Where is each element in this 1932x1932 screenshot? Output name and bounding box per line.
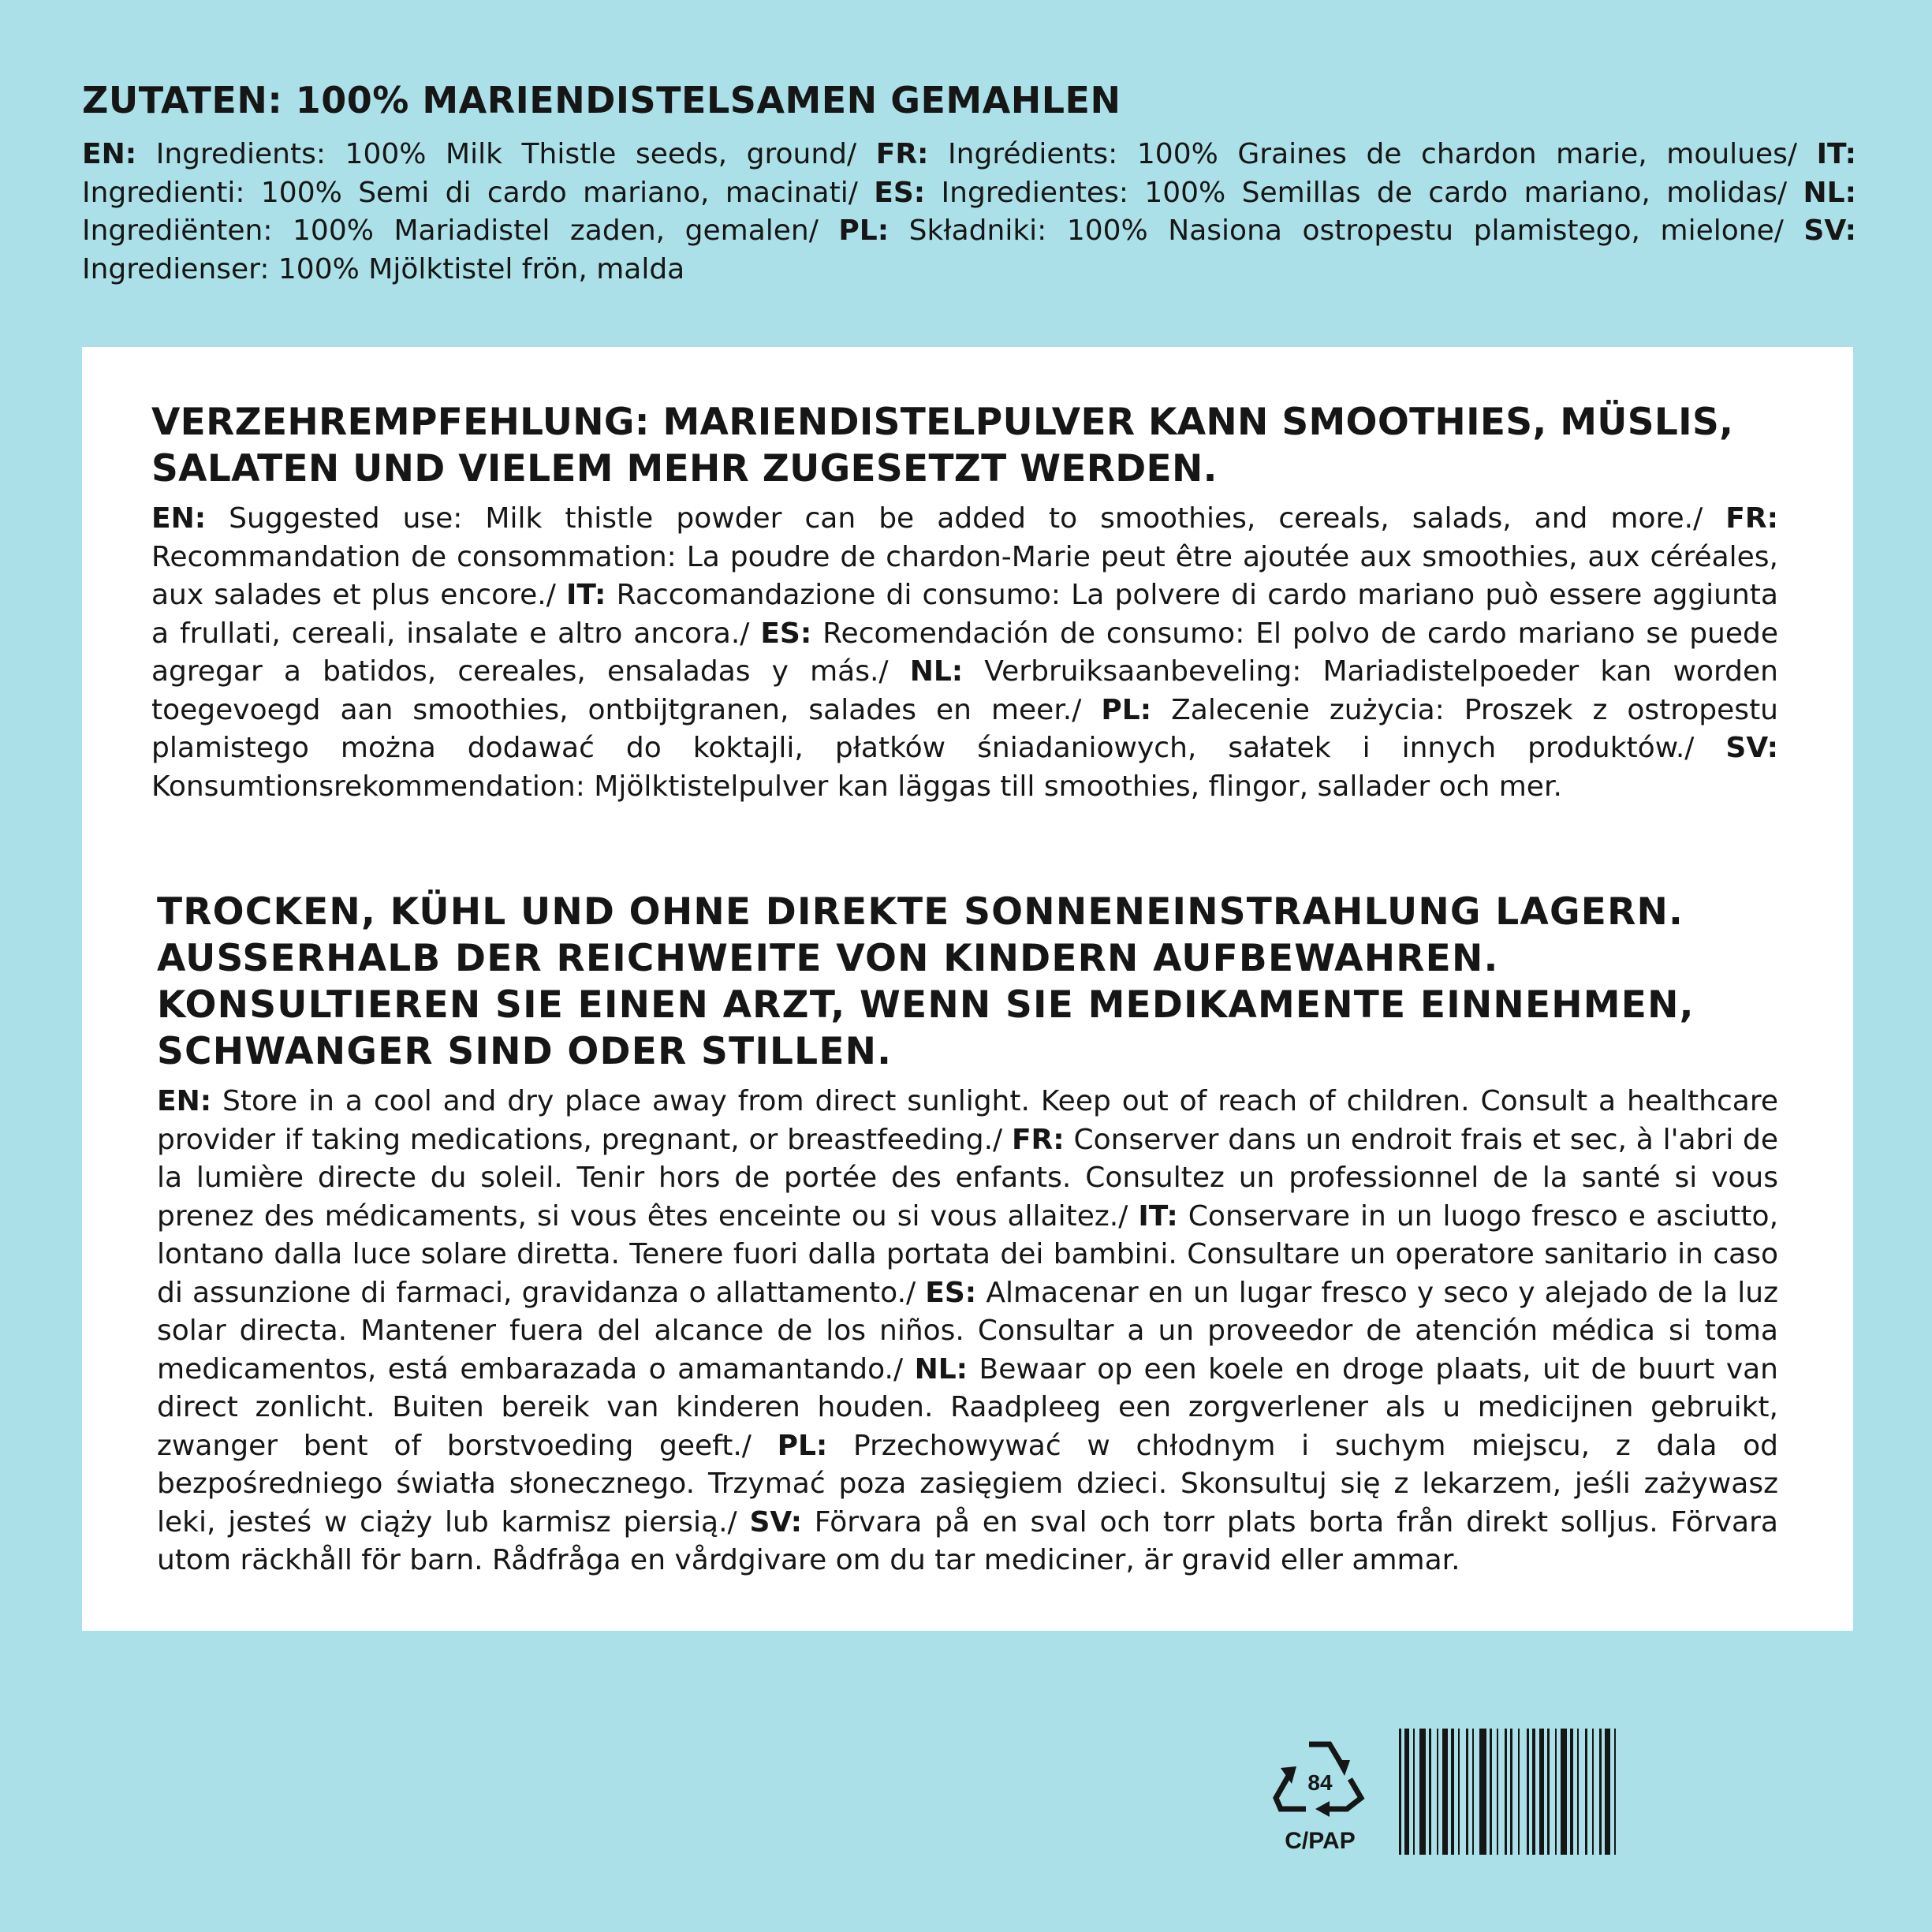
translation-text: Conservare in un luogo fresco e asciutto, lontano dalla luce solare diretta. Tenere fuori dalla portata dei bambini. Consultare un operatore sanitario in caso di assunzione di farmaci, gravidanza o allattamento./ xyxy=(157,1199,1779,1309)
translation-text: Förvara på en sval och torr plats borta från direkt solljus. Förvara utom räckhåll för barn. Rådfråga en vårdgivare om du tar mediciner, är gravid eller ammar. xyxy=(157,1505,1778,1576)
barcode-bar xyxy=(1442,1729,1448,1855)
translation-text: Conserver dans un endroit frais et sec, à l'abri de la lumière directe du soleil. Tenir hors de portée des enfants. Consultez un professionnel de la santé si vous prenez des médicaments, si vous êtes enceinte ou si vous allaitez./ xyxy=(157,1123,1779,1233)
language-code: IT: xyxy=(1138,1199,1178,1233)
language-code: ES: xyxy=(760,617,812,650)
language-code: FR: xyxy=(1011,1123,1065,1156)
translation-text: Ingredients: 100% Milk Thistle seeds, ground/ xyxy=(136,138,876,170)
language-code: SV: xyxy=(1803,214,1856,247)
language-code: NL: xyxy=(909,655,964,688)
translation-text: Ingredientes: 100% Semillas de cardo mariano, molidas/ xyxy=(925,176,1803,209)
barcode-bar xyxy=(1555,1729,1557,1855)
language-code: PL: xyxy=(1101,693,1152,726)
barcode-bar xyxy=(1605,1729,1610,1855)
language-code: IT: xyxy=(566,579,606,611)
barcode-bar xyxy=(1539,1729,1544,1855)
barcode-bar xyxy=(1490,1729,1492,1855)
usage-translations xyxy=(151,500,1778,806)
barcode-bar xyxy=(1479,1729,1486,1855)
barcode-bar xyxy=(1585,1729,1587,1855)
recycling-triangle-icon xyxy=(1268,1727,1371,1822)
storage-heading: TROCKEN, KÜHL UND OHNE DIREKTE SONNENEINSTRAHLUNG LAGERN. AUSSERHALB DER REICHWEITE VON KINDERN AUFBEWAHREN. KONSULTIEREN SIE EINEN ARZT, WENN SIE MEDIKAMENTE EINNEHMEN, SCHWANGER SIND ODER STILLEN. xyxy=(157,890,1695,1073)
recycling-number: 84 xyxy=(1307,1770,1333,1795)
storage-section xyxy=(157,889,1778,1580)
language-code: NL: xyxy=(1803,176,1856,209)
info-card xyxy=(82,347,1853,1631)
language-code: ES: xyxy=(874,176,926,209)
barcode-bar xyxy=(1505,1729,1507,1855)
usage-section xyxy=(151,399,1778,806)
translation-text: Verbruiksaanbeveling: Mariadistelpoeder kan worden toegevoegd aan smoothies, ontbijtgranen, salades en meer./ xyxy=(151,655,1778,726)
language-code: ES: xyxy=(925,1276,977,1309)
language-code: PL: xyxy=(838,214,890,247)
translation-text: Ingrediënten: 100% Mariadistel zaden, gemalen/ xyxy=(82,214,839,247)
language-code: EN: xyxy=(151,502,207,535)
translation-text: Almacenar en un lugar fresco y seco y alejado de la luz solar directa. Mantener fuera del alcance de los niños. Consultar a un proveedor de atención médica si toma medicamentos, está embarazada o amamantando./ xyxy=(157,1276,1778,1386)
ingredients-heading: ZUTATEN: 100% MARIENDISTELSAMEN GEMAHLEN xyxy=(82,79,1121,121)
usage-heading: VERZEHREMPFEHLUNG: MARIENDISTELPULVER KANN SMOOTHIES, MÜSLIS, SALATEN UND VIELEM MEHR ZUGESETZT WERDEN. xyxy=(151,401,1734,490)
barcode-bar xyxy=(1614,1729,1616,1855)
barcode-bar xyxy=(1592,1729,1594,1855)
barcode-bar xyxy=(1429,1729,1431,1855)
language-code: FR: xyxy=(1725,502,1778,535)
barcode-bar xyxy=(1404,1729,1409,1855)
recycling-label: C/PAP xyxy=(1285,1828,1356,1854)
language-code: SV: xyxy=(1725,732,1778,764)
barcode-bar xyxy=(1437,1729,1438,1855)
translation-text: Składniki: 100% Nasiona ostropestu plamistego, mielone/ xyxy=(889,214,1804,247)
translation-text: Konsumtionsrekommendation: Mjölktistelpulver kan läggas till smoothies, flingor, sallader och mer. xyxy=(151,770,1562,803)
ingredients-section xyxy=(82,76,1856,289)
translation-text: Store in a cool and dry place away from direct sunlight. Keep out of reach of children. Consult a healthcare provider if taking medications, pregnant, or breastfeeding./ xyxy=(157,1085,1778,1156)
barcode-bar xyxy=(1472,1729,1474,1855)
barcode-bar xyxy=(1497,1729,1498,1855)
barcode-bar xyxy=(1419,1729,1426,1855)
barcode-bar xyxy=(1532,1729,1535,1855)
barcode-bar xyxy=(1510,1729,1512,1855)
barcode-bar xyxy=(1527,1729,1529,1855)
barcode-bar xyxy=(1451,1729,1454,1855)
barcode-bar xyxy=(1599,1729,1602,1855)
translation-text: Zalecenie zużycia: Proszek z ostropestu plamistego można dodawać do koktajli, płatków śniadaniowych, sałatek i innych produktów./ xyxy=(151,693,1778,764)
barcode-bar xyxy=(1399,1729,1401,1855)
language-code: SV: xyxy=(749,1505,803,1539)
language-code: PL: xyxy=(777,1429,828,1462)
translation-text: Ingrédients: 100% Graines de chardon marie, moulues/ xyxy=(928,138,1817,170)
barcode-bar xyxy=(1458,1729,1460,1855)
language-code: NL: xyxy=(914,1352,968,1386)
language-code: IT: xyxy=(1816,138,1856,170)
barcode-bar xyxy=(1577,1729,1579,1855)
barcode-bar xyxy=(1518,1729,1520,1855)
language-code: EN: xyxy=(157,1085,212,1117)
translation-text: Recomendación de consumo: El polvo de cardo mariano se puede agregar a batidos, cereales, ensaladas y más./ xyxy=(151,617,1779,688)
translation-text: Bewaar op een koele en droge plaats, uit de buurt van direct zonlicht. Buiten bereik van kinderen houden. Raadpleeg een zorgverlener als u medicijnen gebruikt, zwanger bent of borstvoeding geeft./ xyxy=(157,1352,1779,1462)
translation-text: Suggested use: Milk thistle powder can be added to smoothies, cereals, salads, and more./ xyxy=(206,502,1726,535)
language-code: EN: xyxy=(82,138,137,170)
translation-text: Ingredienti: 100% Semi di cardo mariano, macinati/ xyxy=(82,176,875,209)
barcode-bar xyxy=(1413,1729,1415,1855)
translation-text: Recommandation de consommation: La poudre de chardon-Marie peut être ajoutée aux smoothies, aux céréales, aux salades et plus encore./ xyxy=(151,540,1778,611)
translation-text: Ingredienser: 100% Mjölktistel frön, malda xyxy=(82,252,685,285)
ingredients-translations xyxy=(82,136,1856,289)
translation-text: Przechowywać w chłodnym i suchym miejscu, z dala od bezpośredniego światła słonecznego. Trzymać poza zasięgiem dzieci. Skonsultuj się z lekarzem, jeśli zażywasz leki, jesteś w ciąży lub karmisz piersią./ xyxy=(157,1429,1778,1539)
language-code: FR: xyxy=(875,138,929,170)
storage-translations xyxy=(157,1083,1778,1580)
translation-text: Raccomandazione di consumo: La polvere di cardo mariano può essere aggiunta a frullati, cereali, insalate e altro ancora./ xyxy=(151,579,1778,650)
barcode-bar xyxy=(1561,1729,1567,1855)
barcode-bar xyxy=(1466,1729,1468,1855)
barcode-bar xyxy=(1547,1729,1550,1855)
barcode-bar xyxy=(1570,1729,1573,1855)
barcode-icon xyxy=(1397,1729,1828,1855)
